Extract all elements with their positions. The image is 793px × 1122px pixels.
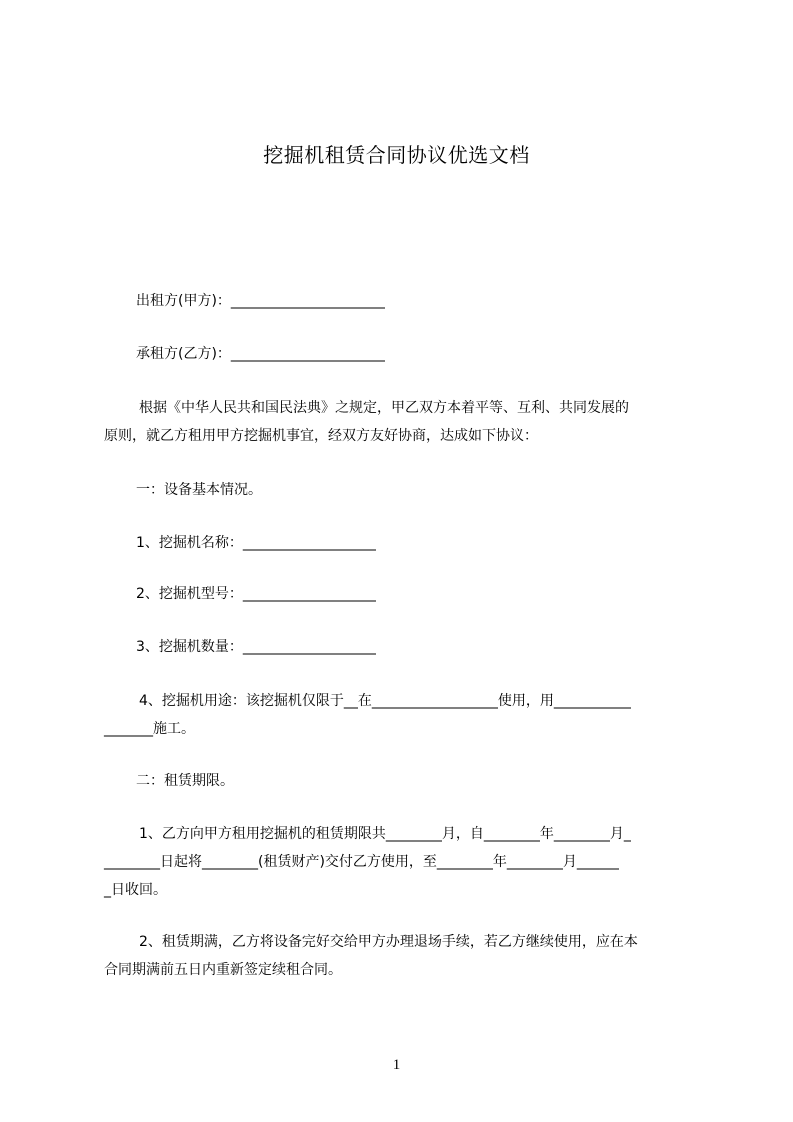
equipment-model-line: 2、挖掘机型号：___________________ [136,586,376,602]
lessor-line: 出租方(甲方)：______________________ [136,293,385,309]
document-title: 挖掘机租赁合同协议优选文档 [263,143,530,167]
term-1-line-1: 1、乙方向甲方租用挖掘机的租赁期限共________月，自________年________月_ [139,826,631,842]
preamble-line-2: 原则，就乙方租用甲方挖掘机事宜，经双方友好协商，达成如下协议： [104,428,538,444]
equipment-name-line: 1、挖掘机名称：___________________ [136,535,376,551]
equipment-purpose-line-2: _______施工。 [104,721,195,737]
equipment-quantity-line: 3、挖掘机数量：___________________ [136,639,376,655]
preamble-line-1: 根据《中华人民共和国民法典》之规定，甲乙双方本着平等、互利、共同发展的 [139,400,629,416]
page-number: 1 [392,1057,401,1073]
term-2-line-1: 2、租赁期满，乙方将设备完好交给甲方办理退场手续，若乙方继续使用，应在本 [139,934,638,950]
equipment-purpose-line-1: 4、挖掘机用途：该挖掘机仅限于__在__________________使用，用___________ [139,693,631,709]
lessee-line: 承租方(乙方)：______________________ [136,346,385,362]
section-1-heading: 一：设备基本情况。 [136,482,262,498]
term-2-line-2: 合同期满前五日内重新签定续租合同。 [104,962,342,978]
term-1-line-2: ________日起将________(租赁财产)交付乙方使用，至________年________月______ [104,854,619,870]
section-2-heading: 二：租赁期限。 [136,773,234,789]
term-1-line-3: _日收回。 [104,882,167,898]
